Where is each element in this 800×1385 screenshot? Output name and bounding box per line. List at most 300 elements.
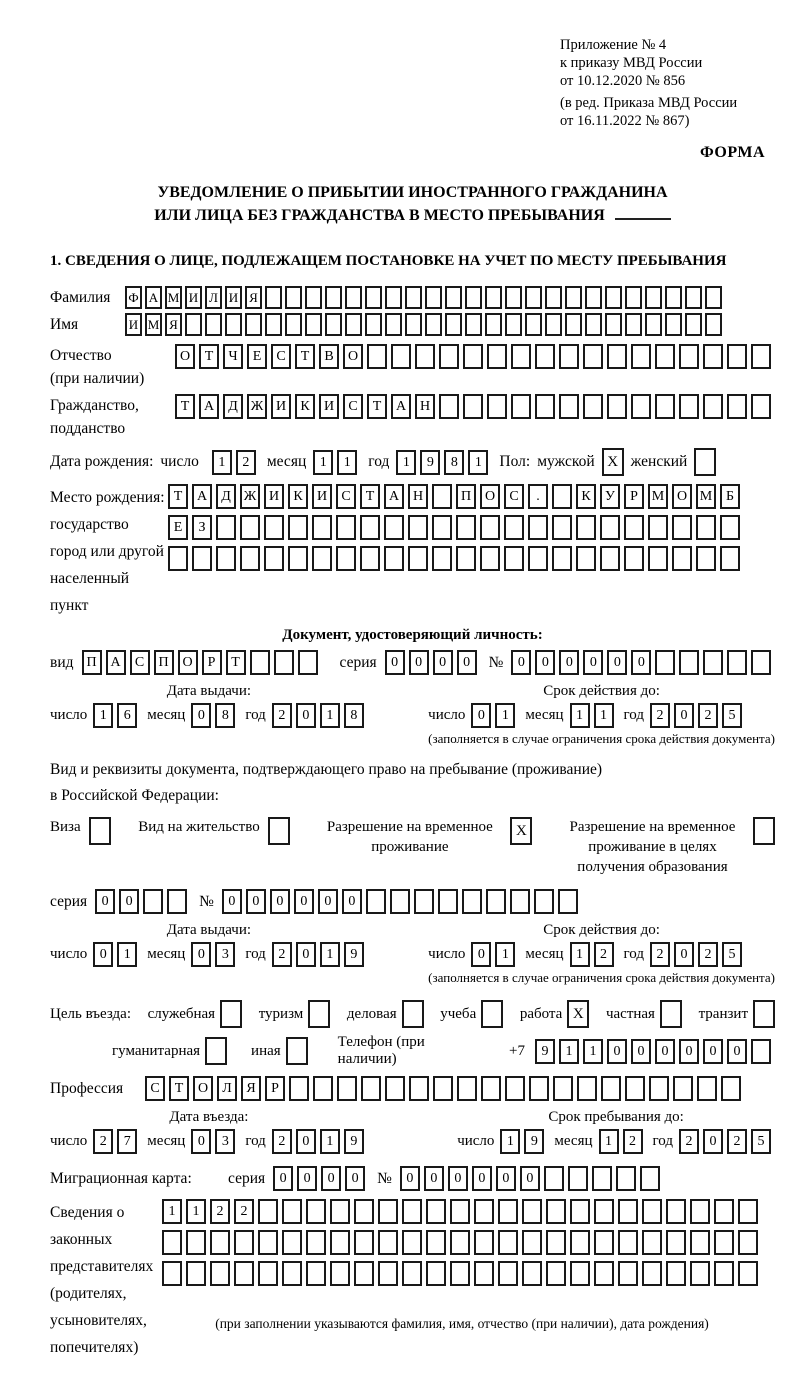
char-cell[interactable]: 0: [270, 889, 290, 914]
char-cell[interactable]: 0: [93, 942, 113, 967]
char-cell[interactable]: Р: [624, 484, 644, 509]
char-cell[interactable]: 8: [215, 703, 235, 728]
char-cell[interactable]: 9: [420, 450, 440, 475]
char-cell[interactable]: [631, 344, 651, 369]
char-cell[interactable]: 0: [222, 889, 242, 914]
char-cell[interactable]: [234, 1230, 254, 1255]
char-cell[interactable]: [240, 546, 260, 571]
char-cell[interactable]: 0: [520, 1166, 540, 1191]
char-cell[interactable]: [624, 515, 644, 540]
char-cell[interactable]: [288, 515, 308, 540]
char-cell[interactable]: И: [312, 484, 332, 509]
char-cell[interactable]: [210, 1261, 230, 1286]
char-cell[interactable]: 1: [468, 450, 488, 475]
char-cell[interactable]: [465, 313, 482, 336]
char-cell[interactable]: [474, 1261, 494, 1286]
char-cell[interactable]: [384, 546, 404, 571]
char-cell[interactable]: И: [225, 286, 242, 309]
char-cell[interactable]: Н: [415, 394, 435, 419]
char-cell[interactable]: 2: [236, 450, 256, 475]
char-cell[interactable]: [264, 546, 284, 571]
char-cell[interactable]: 0: [535, 650, 555, 675]
char-cell[interactable]: [655, 344, 675, 369]
char-cell[interactable]: [337, 1076, 357, 1101]
char-cell[interactable]: [345, 313, 362, 336]
char-cell[interactable]: [546, 1261, 566, 1286]
char-cell[interactable]: 3: [215, 942, 235, 967]
char-cell[interactable]: 1: [337, 450, 357, 475]
char-cell[interactable]: [624, 546, 644, 571]
option-temp-residence-education-checkbox[interactable]: [753, 817, 775, 845]
char-cell[interactable]: [485, 313, 502, 336]
char-cell[interactable]: Т: [199, 344, 219, 369]
char-cell[interactable]: [305, 286, 322, 309]
char-cell[interactable]: [402, 1261, 422, 1286]
char-cell[interactable]: [618, 1230, 638, 1255]
char-cell[interactable]: [570, 1199, 590, 1224]
option-visa-checkbox[interactable]: [89, 817, 111, 845]
char-cell[interactable]: [648, 546, 668, 571]
char-cell[interactable]: .: [528, 484, 548, 509]
char-cell[interactable]: [402, 1199, 422, 1224]
char-cell[interactable]: [559, 394, 579, 419]
char-cell[interactable]: 2: [698, 942, 718, 967]
char-cell[interactable]: [535, 394, 555, 419]
char-cell[interactable]: [167, 889, 187, 914]
char-cell[interactable]: [298, 650, 318, 675]
char-cell[interactable]: [655, 650, 675, 675]
char-cell[interactable]: К: [576, 484, 596, 509]
purpose-tourism-checkbox[interactable]: [308, 1000, 330, 1028]
char-cell[interactable]: [594, 1199, 614, 1224]
char-cell[interactable]: 2: [650, 703, 670, 728]
char-cell[interactable]: [450, 1230, 470, 1255]
char-cell[interactable]: [738, 1199, 758, 1224]
purpose-official-checkbox[interactable]: [220, 1000, 242, 1028]
char-cell[interactable]: 0: [297, 1166, 317, 1191]
char-cell[interactable]: П: [456, 484, 476, 509]
char-cell[interactable]: [439, 344, 459, 369]
purpose-humanitarian-checkbox[interactable]: [205, 1037, 227, 1065]
char-cell[interactable]: В: [319, 344, 339, 369]
char-cell[interactable]: 1: [320, 703, 340, 728]
char-cell[interactable]: [525, 286, 542, 309]
char-cell[interactable]: [605, 313, 622, 336]
char-cell[interactable]: 1: [570, 942, 590, 967]
char-cell[interactable]: К: [295, 394, 315, 419]
char-cell[interactable]: 0: [433, 650, 453, 675]
char-cell[interactable]: [592, 1166, 612, 1191]
char-cell[interactable]: [534, 889, 554, 914]
char-cell[interactable]: Т: [360, 484, 380, 509]
char-cell[interactable]: [600, 546, 620, 571]
char-cell[interactable]: [498, 1230, 518, 1255]
char-cell[interactable]: [690, 1199, 710, 1224]
char-cell[interactable]: [498, 1199, 518, 1224]
char-cell[interactable]: [405, 313, 422, 336]
char-cell[interactable]: У: [600, 484, 620, 509]
char-cell[interactable]: [336, 546, 356, 571]
char-cell[interactable]: 2: [272, 942, 292, 967]
char-cell[interactable]: [696, 515, 716, 540]
char-cell[interactable]: 1: [212, 450, 232, 475]
char-cell[interactable]: Т: [168, 484, 188, 509]
char-cell[interactable]: [414, 889, 434, 914]
char-cell[interactable]: [625, 313, 642, 336]
char-cell[interactable]: [714, 1199, 734, 1224]
char-cell[interactable]: 0: [95, 889, 115, 914]
char-cell[interactable]: 0: [191, 1129, 211, 1154]
char-cell[interactable]: [552, 484, 572, 509]
char-cell[interactable]: К: [288, 484, 308, 509]
char-cell[interactable]: [313, 1076, 333, 1101]
char-cell[interactable]: [465, 286, 482, 309]
char-cell[interactable]: [445, 313, 462, 336]
char-cell[interactable]: [360, 546, 380, 571]
char-cell[interactable]: 2: [210, 1199, 230, 1224]
char-cell[interactable]: [679, 344, 699, 369]
char-cell[interactable]: [162, 1261, 182, 1286]
char-cell[interactable]: [558, 889, 578, 914]
char-cell[interactable]: [486, 889, 506, 914]
char-cell[interactable]: [601, 1076, 621, 1101]
char-cell[interactable]: [570, 1261, 590, 1286]
char-cell[interactable]: [510, 889, 530, 914]
char-cell[interactable]: [673, 1076, 693, 1101]
char-cell[interactable]: 0: [296, 1129, 316, 1154]
char-cell[interactable]: 0: [607, 650, 627, 675]
char-cell[interactable]: [605, 286, 622, 309]
char-cell[interactable]: [546, 1199, 566, 1224]
char-cell[interactable]: [409, 1076, 429, 1101]
char-cell[interactable]: 2: [594, 942, 614, 967]
char-cell[interactable]: [408, 515, 428, 540]
char-cell[interactable]: [330, 1199, 350, 1224]
char-cell[interactable]: О: [175, 344, 195, 369]
char-cell[interactable]: [289, 1076, 309, 1101]
char-cell[interactable]: П: [82, 650, 102, 675]
char-cell[interactable]: [354, 1230, 374, 1255]
char-cell[interactable]: 0: [472, 1166, 492, 1191]
char-cell[interactable]: Л: [217, 1076, 237, 1101]
char-cell[interactable]: 2: [272, 1129, 292, 1154]
char-cell[interactable]: [535, 344, 555, 369]
char-cell[interactable]: 0: [321, 1166, 341, 1191]
char-cell[interactable]: 1: [117, 942, 137, 967]
char-cell[interactable]: [282, 1199, 302, 1224]
char-cell[interactable]: 0: [342, 889, 362, 914]
char-cell[interactable]: [720, 546, 740, 571]
char-cell[interactable]: [616, 1166, 636, 1191]
char-cell[interactable]: З: [192, 515, 212, 540]
char-cell[interactable]: Я: [245, 286, 262, 309]
char-cell[interactable]: [666, 1199, 686, 1224]
char-cell[interactable]: [415, 344, 435, 369]
char-cell[interactable]: [585, 313, 602, 336]
char-cell[interactable]: 0: [703, 1039, 723, 1064]
char-cell[interactable]: [679, 394, 699, 419]
char-cell[interactable]: 9: [535, 1039, 555, 1064]
purpose-other-checkbox[interactable]: [286, 1037, 308, 1065]
char-cell[interactable]: С: [271, 344, 291, 369]
char-cell[interactable]: [565, 286, 582, 309]
char-cell[interactable]: [625, 286, 642, 309]
char-cell[interactable]: Л: [205, 286, 222, 309]
char-cell[interactable]: [655, 394, 675, 419]
char-cell[interactable]: [576, 546, 596, 571]
char-cell[interactable]: 0: [424, 1166, 444, 1191]
char-cell[interactable]: [645, 286, 662, 309]
char-cell[interactable]: Д: [223, 394, 243, 419]
char-cell[interactable]: 1: [570, 703, 590, 728]
char-cell[interactable]: [185, 313, 202, 336]
char-cell[interactable]: 0: [191, 703, 211, 728]
char-cell[interactable]: [285, 313, 302, 336]
char-cell[interactable]: 0: [727, 1039, 747, 1064]
char-cell[interactable]: [738, 1261, 758, 1286]
char-cell[interactable]: С: [504, 484, 524, 509]
char-cell[interactable]: [250, 650, 270, 675]
char-cell[interactable]: [553, 1076, 573, 1101]
char-cell[interactable]: О: [480, 484, 500, 509]
char-cell[interactable]: [365, 313, 382, 336]
char-cell[interactable]: [265, 286, 282, 309]
char-cell[interactable]: 0: [703, 1129, 723, 1154]
char-cell[interactable]: [487, 394, 507, 419]
char-cell[interactable]: А: [391, 394, 411, 419]
char-cell[interactable]: 8: [444, 450, 464, 475]
char-cell[interactable]: [456, 546, 476, 571]
char-cell[interactable]: 0: [674, 942, 694, 967]
char-cell[interactable]: [258, 1230, 278, 1255]
char-cell[interactable]: [648, 515, 668, 540]
char-cell[interactable]: [463, 394, 483, 419]
char-cell[interactable]: [432, 484, 452, 509]
char-cell[interactable]: 0: [559, 650, 579, 675]
char-cell[interactable]: [354, 1261, 374, 1286]
char-cell[interactable]: 0: [607, 1039, 627, 1064]
char-cell[interactable]: 0: [400, 1166, 420, 1191]
char-cell[interactable]: [528, 546, 548, 571]
char-cell[interactable]: [607, 394, 627, 419]
char-cell[interactable]: [703, 344, 723, 369]
char-cell[interactable]: Ж: [247, 394, 267, 419]
char-cell[interactable]: [345, 286, 362, 309]
char-cell[interactable]: [714, 1261, 734, 1286]
char-cell[interactable]: [474, 1230, 494, 1255]
char-cell[interactable]: С: [343, 394, 363, 419]
char-cell[interactable]: [640, 1166, 660, 1191]
char-cell[interactable]: [672, 546, 692, 571]
char-cell[interactable]: Т: [175, 394, 195, 419]
char-cell[interactable]: [480, 515, 500, 540]
char-cell[interactable]: [705, 313, 722, 336]
char-cell[interactable]: [288, 546, 308, 571]
char-cell[interactable]: 0: [294, 889, 314, 914]
char-cell[interactable]: Я: [165, 313, 182, 336]
purpose-work-checkbox[interactable]: X: [567, 1000, 589, 1028]
char-cell[interactable]: [738, 1230, 758, 1255]
option-temp-residence-checkbox[interactable]: X: [510, 817, 532, 845]
char-cell[interactable]: 0: [511, 650, 531, 675]
char-cell[interactable]: 0: [631, 1039, 651, 1064]
char-cell[interactable]: [585, 286, 602, 309]
char-cell[interactable]: 1: [495, 942, 515, 967]
char-cell[interactable]: [216, 546, 236, 571]
char-cell[interactable]: [727, 344, 747, 369]
char-cell[interactable]: [594, 1261, 614, 1286]
char-cell[interactable]: 0: [296, 942, 316, 967]
char-cell[interactable]: [696, 546, 716, 571]
char-cell[interactable]: [305, 313, 322, 336]
char-cell[interactable]: [205, 313, 222, 336]
char-cell[interactable]: [666, 1230, 686, 1255]
char-cell[interactable]: [721, 1076, 741, 1101]
char-cell[interactable]: 0: [273, 1166, 293, 1191]
char-cell[interactable]: 0: [345, 1166, 365, 1191]
char-cell[interactable]: [727, 650, 747, 675]
char-cell[interactable]: [545, 313, 562, 336]
char-cell[interactable]: 1: [396, 450, 416, 475]
char-cell[interactable]: [751, 1039, 771, 1064]
char-cell[interactable]: 0: [448, 1166, 468, 1191]
char-cell[interactable]: 0: [471, 703, 491, 728]
char-cell[interactable]: [645, 313, 662, 336]
char-cell[interactable]: М: [696, 484, 716, 509]
char-cell[interactable]: 1: [162, 1199, 182, 1224]
char-cell[interactable]: [450, 1261, 470, 1286]
char-cell[interactable]: [583, 344, 603, 369]
char-cell[interactable]: [325, 313, 342, 336]
char-cell[interactable]: [336, 515, 356, 540]
char-cell[interactable]: [312, 515, 332, 540]
char-cell[interactable]: [365, 286, 382, 309]
char-cell[interactable]: 0: [679, 1039, 699, 1064]
sex-male-checkbox[interactable]: X: [602, 448, 624, 476]
char-cell[interactable]: 1: [500, 1129, 520, 1154]
char-cell[interactable]: [361, 1076, 381, 1101]
char-cell[interactable]: [433, 1076, 453, 1101]
char-cell[interactable]: 2: [650, 942, 670, 967]
char-cell[interactable]: [168, 546, 188, 571]
char-cell[interactable]: 2: [679, 1129, 699, 1154]
char-cell[interactable]: 1: [320, 1129, 340, 1154]
char-cell[interactable]: Т: [367, 394, 387, 419]
char-cell[interactable]: 7: [117, 1129, 137, 1154]
char-cell[interactable]: [504, 515, 524, 540]
char-cell[interactable]: [438, 889, 458, 914]
char-cell[interactable]: О: [672, 484, 692, 509]
char-cell[interactable]: [474, 1199, 494, 1224]
char-cell[interactable]: 5: [722, 703, 742, 728]
char-cell[interactable]: [360, 515, 380, 540]
char-cell[interactable]: [143, 889, 163, 914]
char-cell[interactable]: [690, 1230, 710, 1255]
char-cell[interactable]: [425, 313, 442, 336]
char-cell[interactable]: [216, 515, 236, 540]
char-cell[interactable]: [385, 286, 402, 309]
char-cell[interactable]: [690, 1261, 710, 1286]
char-cell[interactable]: [583, 394, 603, 419]
char-cell[interactable]: [378, 1230, 398, 1255]
char-cell[interactable]: Е: [247, 344, 267, 369]
purpose-private-checkbox[interactable]: [660, 1000, 682, 1028]
char-cell[interactable]: О: [193, 1076, 213, 1101]
char-cell[interactable]: 6: [117, 703, 137, 728]
char-cell[interactable]: [705, 286, 722, 309]
char-cell[interactable]: Н: [408, 484, 428, 509]
char-cell[interactable]: [306, 1261, 326, 1286]
char-cell[interactable]: Ф: [125, 286, 142, 309]
char-cell[interactable]: Р: [265, 1076, 285, 1101]
char-cell[interactable]: [245, 313, 262, 336]
char-cell[interactable]: [703, 650, 723, 675]
char-cell[interactable]: [511, 344, 531, 369]
char-cell[interactable]: [552, 515, 572, 540]
char-cell[interactable]: [485, 286, 502, 309]
char-cell[interactable]: [378, 1261, 398, 1286]
char-cell[interactable]: 8: [344, 703, 364, 728]
char-cell[interactable]: И: [271, 394, 291, 419]
char-cell[interactable]: [265, 313, 282, 336]
char-cell[interactable]: [408, 546, 428, 571]
char-cell[interactable]: [426, 1199, 446, 1224]
char-cell[interactable]: [405, 286, 422, 309]
char-cell[interactable]: [456, 515, 476, 540]
char-cell[interactable]: [367, 344, 387, 369]
char-cell[interactable]: [225, 313, 242, 336]
char-cell[interactable]: 0: [191, 942, 211, 967]
char-cell[interactable]: [642, 1230, 662, 1255]
char-cell[interactable]: [312, 546, 332, 571]
char-cell[interactable]: 2: [698, 703, 718, 728]
sex-female-checkbox[interactable]: [694, 448, 716, 476]
char-cell[interactable]: М: [648, 484, 668, 509]
char-cell[interactable]: [522, 1230, 542, 1255]
char-cell[interactable]: [714, 1230, 734, 1255]
char-cell[interactable]: [545, 286, 562, 309]
char-cell[interactable]: [625, 1076, 645, 1101]
char-cell[interactable]: О: [178, 650, 198, 675]
char-cell[interactable]: [544, 1166, 564, 1191]
char-cell[interactable]: Т: [226, 650, 246, 675]
char-cell[interactable]: [600, 515, 620, 540]
char-cell[interactable]: Р: [202, 650, 222, 675]
char-cell[interactable]: 1: [559, 1039, 579, 1064]
char-cell[interactable]: О: [343, 344, 363, 369]
char-cell[interactable]: [529, 1076, 549, 1101]
char-cell[interactable]: 0: [655, 1039, 675, 1064]
char-cell[interactable]: 0: [457, 650, 477, 675]
char-cell[interactable]: [552, 546, 572, 571]
char-cell[interactable]: [528, 515, 548, 540]
char-cell[interactable]: [481, 1076, 501, 1101]
char-cell[interactable]: [697, 1076, 717, 1101]
char-cell[interactable]: [282, 1230, 302, 1255]
purpose-study-checkbox[interactable]: [481, 1000, 503, 1028]
char-cell[interactable]: Е: [168, 515, 188, 540]
char-cell[interactable]: [576, 515, 596, 540]
char-cell[interactable]: [594, 1230, 614, 1255]
char-cell[interactable]: [258, 1199, 278, 1224]
char-cell[interactable]: [306, 1230, 326, 1255]
char-cell[interactable]: [631, 394, 651, 419]
char-cell[interactable]: [186, 1261, 206, 1286]
char-cell[interactable]: [546, 1230, 566, 1255]
char-cell[interactable]: [330, 1261, 350, 1286]
char-cell[interactable]: [282, 1261, 302, 1286]
char-cell[interactable]: 1: [599, 1129, 619, 1154]
